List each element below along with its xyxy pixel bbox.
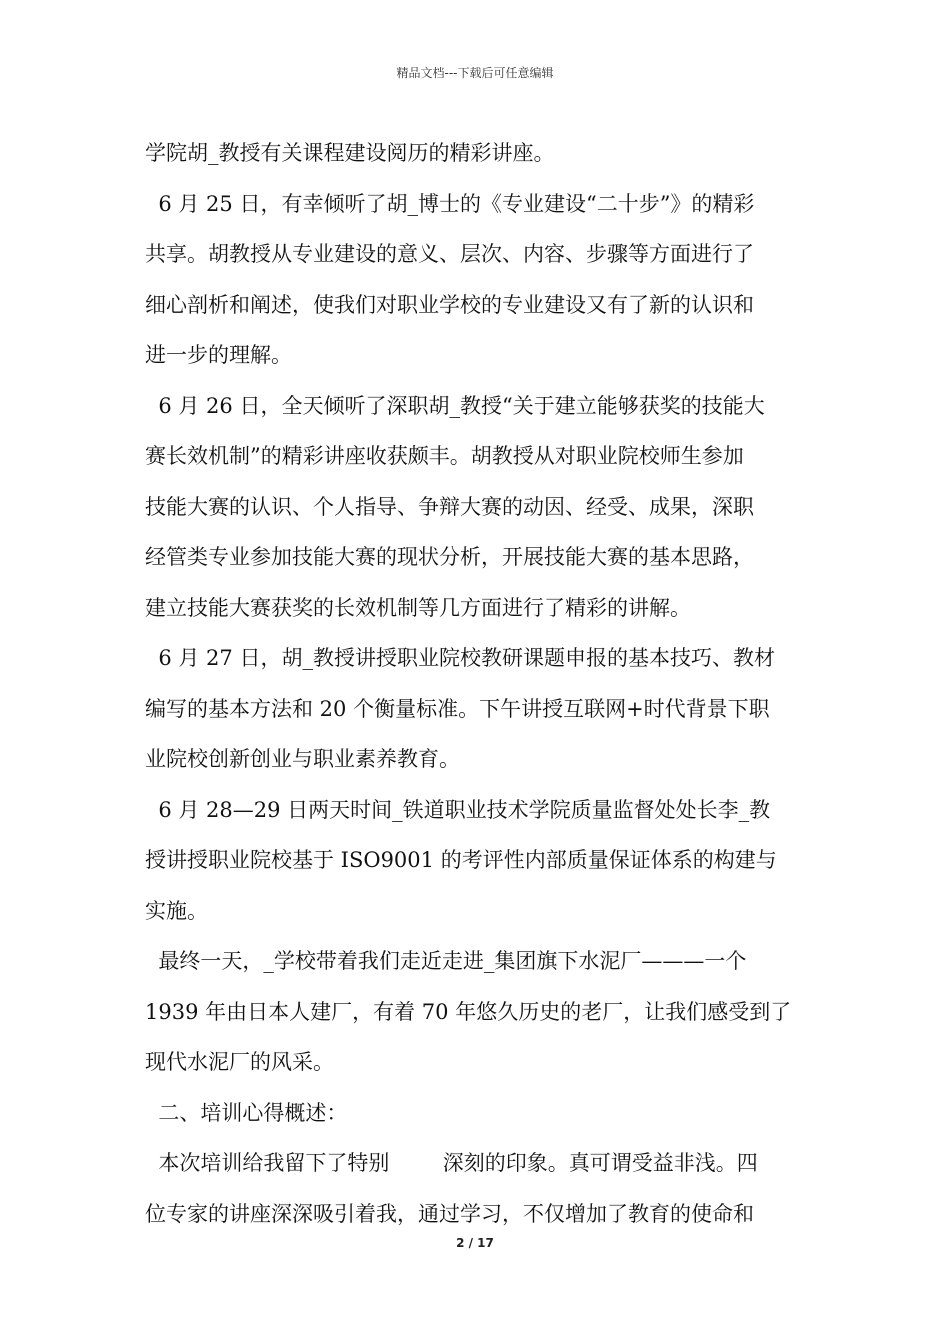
text-line: 本次培训给我留下了特别 深刻的印象。真可谓受益非浅。四 — [145, 1151, 758, 1175]
text-line: 经管类专业参加技能大赛的现状分析，开展技能大赛的基本思路， — [145, 545, 754, 569]
text-line: 现代水泥厂的风采。 — [145, 1050, 334, 1074]
document-body — [145, 128, 810, 1239]
text-line: 6 月 27 日，胡_教授讲授职业院校教研课题申报的基本技巧、教材 — [145, 646, 775, 670]
text-line: 6 月 25 日，有幸倾听了胡_博士的《专业建设“二十步”》的精彩 — [145, 191, 755, 216]
text-line: 学院胡_教授有关课程建设阅历的精彩讲座。 — [145, 141, 555, 165]
text-line: 业院校创新创业与职业素养教育。 — [145, 747, 460, 771]
text-line: 细心剖析和阐述，使我们对职业学校的专业建设又有了新的认识和 — [145, 292, 754, 317]
text-line: 技能大赛的认识、个人指导、争辩大赛的动因、经受、成果，深职 — [145, 494, 754, 519]
paragraph — [145, 179, 810, 381]
text-line: 授讲授职业院校基于 ISO9001 的考评性内部质量保证体系的构建与 — [145, 848, 777, 872]
text-line: 建立技能大赛获奖的长效机制等几方面进行了精彩的讲解。 — [145, 595, 691, 620]
text-line: 二、培训心得概述： — [145, 1100, 348, 1125]
text-line: 6 月 28—29 日两天时间_铁道职业技术学院质量监督处处长李_教 — [145, 797, 771, 822]
text-line: 赛长效机制”的精彩讲座收获颇丰。胡教授从对职业院校师生参加 — [145, 444, 744, 468]
text-line: 编写的基本方法和 20 个衡量标准。下午讲授互联网+时代背景下职 — [145, 696, 770, 721]
paragraph — [145, 633, 810, 785]
paragraph — [145, 128, 810, 179]
paragraph — [145, 785, 810, 937]
text-line: 最终一天，_学校带着我们走近走进_集团旗下水泥厂———一个 — [145, 949, 747, 973]
section-heading — [145, 1088, 810, 1139]
paragraph — [145, 936, 810, 1088]
text-line: 位专家的讲座深深吸引着我，通过学习，不仅增加了教育的使命和 — [145, 1201, 754, 1226]
page-number: 2 / 17 — [456, 1236, 494, 1250]
text-line: 6 月 26 日，全天倾听了深职胡_教授“关于建立能够获奖的技能大 — [145, 393, 765, 418]
paragraph — [145, 1138, 810, 1239]
text-line: 共享。胡教授从专业建设的意义、层次、内容、步骤等方面进行了 — [145, 242, 754, 266]
text-line: 进一步的理解。 — [145, 343, 292, 367]
paragraph — [145, 381, 810, 634]
text-line: 1939 年由日本人建厂，有着 70 年悠久历史的老厂，让我们感受到了 — [145, 999, 792, 1024]
text-line: 实施。 — [145, 898, 208, 923]
page-header: 精品文档---下载后可任意编辑 — [396, 66, 554, 80]
